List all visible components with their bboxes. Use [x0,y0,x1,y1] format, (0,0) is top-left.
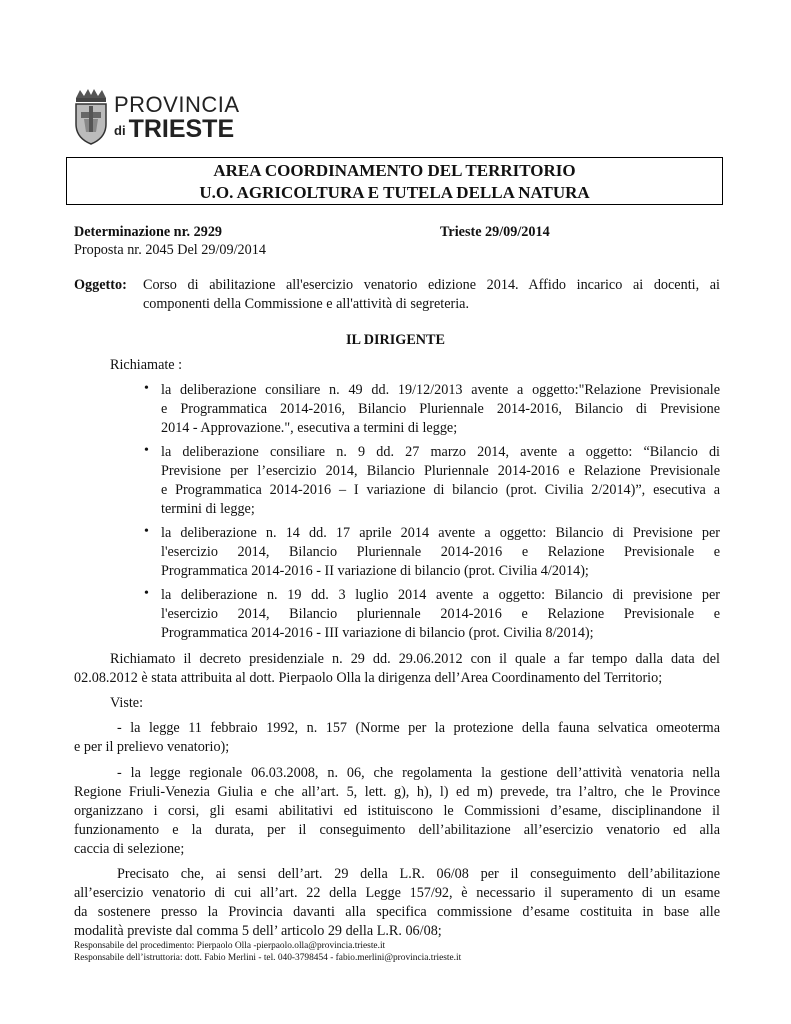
precisato-line-2: all’esercizio venatorio di cui all’art. 22 della Legge 157/92, è necessario il superamento di un esame [74,885,720,901]
logo-wordmark [114,94,240,144]
precisato-line-4: modalità previste dal comma 5 dell’ articolo 29 della L.R. 06/08; [74,923,442,939]
legge-157-line-2: e per il prelievo venatorio); [74,739,230,755]
section-title-dirigente: IL DIRIGENTE [346,332,445,348]
legge-regionale-line-1: - la legge regionale 06.03.2008, n. 06, che regolamenta la gestione dell’attività venatoria nella [117,765,720,781]
bullet-icon: • [144,381,149,396]
precisato-line-1: Precisato che, ai sensi dell’art. 29 della L.R. 06/08 per il conseguimento dell’abilitazione [117,866,720,882]
header-line-area: AREA COORDINAMENTO DEL TERRITORIO [213,161,576,180]
footer-responsabile-procedimento: Responsabile del procedimento: Pierpaolo Olla -pierpaolo.olla@provincia.trieste.it [74,941,386,951]
legge-regionale-line-4: funzionamento e la durata, per il conseguimento dell’abilitazione all’esercizio venatorio ed alla [74,822,720,838]
legge-regionale-line-3: organizzano i corsi, gli esami abilitativi ed istituiscono le Commissioni d’esame, disciplinandone il [74,803,720,819]
bullet-2-line-3: e Programmatica 2014-2016 – I variazione di bilancio (prot. Civilia 2/2014)”, esecutiva a [161,482,720,498]
department-header [66,157,723,205]
richiamato-line-1: Richiamato il decreto presidenziale n. 29 dd. 29.06.2012 con il quale a far tempo dalla data del [110,651,720,667]
bullet-3-line-3: Programmatica 2014-2016 - II variazione di bilancio (prot. Civilia 4/2014); [161,563,589,579]
logo-trieste: TRIESTE [128,115,235,143]
bullet-1-line-1: la deliberazione consiliare n. 49 dd. 19/12/2013 avente a oggetto:"Relazione Previsionale [161,382,720,398]
bullet-3-line-2: l'esercizio 2014, Bilancio Pluriennale 2014-2016 e Relazione Previsionale e [161,544,720,560]
bullet-2-line-4: termini di legge; [161,501,255,517]
footer-responsabile-istruttoria: Responsabile dell’istruttoria: dott. Fabio Merlini - tel. 040-3798454 - fabio.merlini@provincia.trieste.it [74,953,462,963]
legge-157-line-1: - la legge 11 febbraio 1992, n. 157 (Norme per la protezione della fauna selvatica omeoterma [117,720,720,736]
legge-regionale-line-5: caccia di selezione; [74,841,185,857]
richiamate-label: Richiamate : [110,357,183,373]
bullet-icon: • [144,524,149,539]
bullet-1-line-3: 2014 - Approvazione.", esecutiva a termini di legge; [161,420,458,436]
bullet-4-line-3: Programmatica 2014-2016 - III variazione di bilancio (prot. Civilia 8/2014); [161,625,594,641]
oggetto-text-line2: componenti della Commissione e all'attività di segreteria. [143,296,470,312]
viste-label: Viste: [110,695,144,711]
bullet-icon: • [144,586,149,601]
richiamato-line-2: 02.08.2012 è stata attribuita al dott. Pierpaolo Olla la dirigenza dell’Area Coordinamento del Territorio; [74,670,663,686]
proposta-number: Proposta nr. 2045 Del 29/09/2014 [74,242,266,258]
bullet-3-line-1: la deliberazione n. 14 dd. 17 aprile 2014 avente a oggetto: Bilancio di Previsione per [161,525,720,541]
document-date: Trieste 29/09/2014 [440,224,550,240]
bullet-2-line-1: la deliberazione consiliare n. 9 dd. 27 marzo 2014, avente a oggetto: “Bilancio di [161,444,720,460]
bullet-1-line-2: e Programmatica 2014-2016, Bilancio Pluriennale 2014-2016, Bilancio di Previsione [161,401,720,417]
bullet-2-line-2: Previsione per l’esercizio 2014, Bilancio Pluriennale 2014-2016 e Relazione Previsionale [161,463,720,479]
logo-line-trieste [114,116,240,144]
provincia-logo [72,88,242,148]
legge-regionale-line-2: Regione Friuli-Venezia Giulia e che all’art. 5, lett. g), h), l) ed m) prevede, tra l’altro, che le Province [74,784,720,800]
bullet-4-line-1: la deliberazione n. 19 dd. 3 luglio 2014 avente a oggetto: Bilancio di previsione per [161,587,720,603]
logo-line-provincia: PROVINCIA [114,92,240,117]
bullet-4-line-2: l'esercizio 2014, Bilancio pluriennale 2014-2016 e Relazione Previsionale e [161,606,720,622]
precisato-line-3: da sostenere presso la Provincia davanti alla specifica commissione d’esame costituita in base alle [74,904,720,920]
logo-di: di [114,123,126,138]
oggetto-text-line1: Corso di abilitazione all'esercizio venatorio edizione 2014. Affido incarico ai docenti, ai [143,277,720,293]
coat-of-arms-icon [72,88,110,146]
determinazione-number: Determinazione nr. 2929 [74,224,223,240]
header-line-uo: U.O. AGRICOLTURA E TUTELA DELLA NATURA [199,183,590,202]
oggetto-label: Oggetto: [74,277,127,293]
bullet-icon: • [144,443,149,458]
